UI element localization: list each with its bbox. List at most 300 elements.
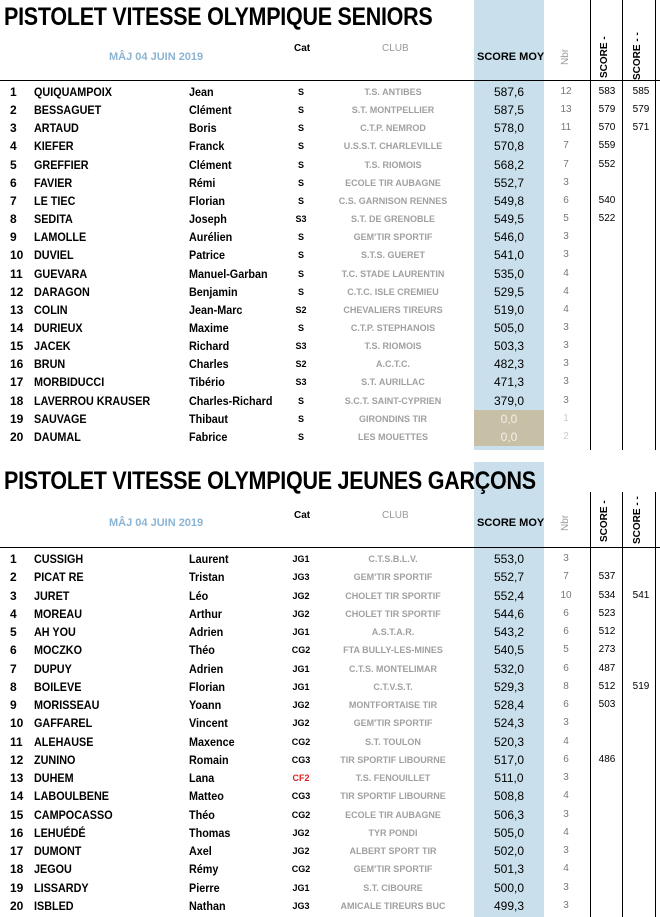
category: S — [297, 431, 304, 442]
first-name: Thibaut — [189, 411, 228, 426]
rank: 13 — [10, 302, 24, 317]
category: JG2 — [292, 718, 310, 729]
category: S — [297, 413, 304, 424]
last-name: CUSSIGH — [34, 552, 84, 566]
score-average: 502,0 — [493, 844, 525, 858]
header-rule — [0, 80, 660, 81]
score-average: 552,4 — [493, 588, 525, 603]
table-row — [0, 246, 660, 264]
match-count: 3 — [563, 845, 569, 856]
category: JG1 — [292, 882, 310, 893]
last-name: DUPUY — [34, 661, 72, 676]
score-average: 524,3 — [493, 716, 525, 731]
club: U.S.S.T. CHARLEVILLE — [343, 141, 443, 152]
club: S.T. DE GRENOBLE — [350, 214, 435, 225]
first-name: Tibério — [189, 375, 225, 390]
score-best: 512 — [598, 680, 616, 692]
club: C.S. GARNISON RENNES — [338, 195, 448, 206]
last-name: DUHEM — [34, 771, 74, 785]
first-name: Jean — [189, 85, 214, 99]
rank: 18 — [10, 862, 24, 877]
club-header: CLUB — [382, 43, 409, 54]
club: C.T.V.S.T. — [373, 681, 413, 692]
table-row — [0, 301, 660, 319]
rank: 9 — [10, 230, 17, 245]
match-count: 5 — [563, 644, 569, 656]
table-row — [0, 678, 660, 696]
rank: 7 — [10, 193, 17, 208]
score-average: 528,4 — [493, 698, 525, 712]
first-name: Aurélien — [189, 230, 233, 245]
first-name: Manuel-Garban — [189, 266, 268, 281]
last-name: LAMOLLE — [34, 230, 87, 245]
last-name: LISSARDY — [34, 880, 89, 895]
rank: 5 — [10, 625, 17, 639]
score2-header: SCORE - - — [632, 496, 643, 544]
category: CG2 — [291, 645, 311, 656]
table-row — [0, 550, 660, 568]
club: ALBERT SPORT TIR — [349, 846, 437, 856]
match-count: 3 — [563, 899, 569, 911]
match-count: 10 — [560, 589, 572, 601]
rank: 4 — [10, 139, 17, 154]
club: TIR SPORTIF LIBOURNE — [340, 754, 446, 765]
score-average: 540,5 — [493, 643, 525, 658]
first-name: Lana — [189, 771, 215, 785]
table-row — [0, 392, 660, 410]
club: GEM'TIR SPORTIF — [353, 718, 433, 729]
match-count: 3 — [563, 881, 569, 893]
first-name: Charles — [189, 357, 229, 372]
table-row — [0, 660, 660, 678]
rank: 7 — [10, 661, 17, 676]
match-count: 12 — [560, 86, 572, 97]
rank: 2 — [10, 570, 17, 585]
header-rule — [0, 547, 660, 548]
first-name: Tristan — [189, 570, 225, 585]
last-name: GAFFAREL — [34, 716, 93, 731]
first-name: Vincent — [189, 716, 228, 731]
rank: 3 — [10, 121, 17, 136]
table-row — [0, 879, 660, 897]
table-row — [0, 897, 660, 915]
table-row — [0, 283, 660, 301]
update-date: MÂJ 04 JUIN 2019 — [109, 51, 204, 63]
score-best: 522 — [598, 213, 616, 225]
category: S — [297, 87, 304, 97]
last-name: BOILEVE — [34, 679, 82, 694]
category: S — [297, 159, 304, 170]
first-name: Florian — [189, 679, 226, 694]
section-title: PISTOLET VITESSE OLYMPIQUE SENIORS — [4, 3, 433, 31]
match-count: 6 — [563, 662, 569, 674]
category: S — [297, 177, 304, 188]
first-name: Théo — [189, 643, 215, 658]
table-row — [0, 428, 660, 446]
last-name: LE TIEC — [34, 193, 76, 208]
first-name: Maxime — [189, 320, 229, 335]
score-average: 529,5 — [493, 284, 525, 299]
category: JG3 — [292, 572, 310, 583]
rank: 17 — [10, 375, 24, 390]
last-name: PICAT RE — [34, 570, 84, 585]
table-row — [0, 355, 660, 373]
score-average: 0,0 — [500, 429, 518, 444]
rank: 17 — [10, 844, 24, 858]
first-name: Axel — [189, 844, 212, 858]
match-count: 7 — [563, 158, 569, 170]
score-second: 571 — [632, 122, 650, 134]
club: TYR PONDI — [368, 827, 418, 838]
match-count: 4 — [563, 735, 569, 747]
table-row — [0, 265, 660, 283]
club-header: CLUB — [382, 510, 409, 521]
category: S — [297, 395, 304, 406]
score-average: 552,7 — [493, 570, 525, 585]
score-average: 508,8 — [493, 789, 525, 804]
rank: 19 — [10, 411, 24, 426]
last-name: BRUN — [34, 357, 66, 372]
score-best: 537 — [598, 571, 616, 583]
first-name: Benjamin — [189, 284, 238, 299]
last-name: ZUNINO — [34, 752, 76, 767]
match-count: 3 — [563, 340, 569, 352]
match-count: 3 — [563, 321, 569, 333]
table-row — [0, 605, 660, 623]
table-row — [0, 228, 660, 246]
club: T.S. FENOUILLET — [355, 773, 431, 783]
last-name: FAVIER — [34, 175, 73, 190]
category: S — [297, 195, 304, 206]
first-name: Florian — [189, 193, 226, 208]
score-average: 549,8 — [493, 193, 525, 208]
table-row — [0, 568, 660, 586]
club: MONTFORTAISE TIR — [348, 700, 438, 710]
table-row — [0, 210, 660, 228]
score-header: SCORE MOY — [477, 517, 545, 529]
match-count: 3 — [563, 249, 569, 261]
first-name: Adrien — [189, 625, 224, 639]
last-name: BESSAGUET — [34, 103, 102, 118]
first-name: Joseph — [189, 212, 227, 227]
last-name: MOCZKO — [34, 643, 82, 658]
last-name: DARAGON — [34, 284, 90, 299]
last-name: COLIN — [34, 302, 68, 317]
first-name: Arthur — [189, 606, 223, 621]
rank: 14 — [10, 320, 24, 335]
score-best: 273 — [598, 644, 616, 656]
category: S3 — [295, 341, 307, 352]
score-best: 559 — [598, 140, 616, 152]
score-average: 482,3 — [493, 357, 525, 372]
score-average: 471,3 — [493, 375, 525, 390]
club: C.T.S.B.L.V. — [368, 554, 418, 564]
club: C.T.C. ISLE CREMIEU — [347, 286, 439, 297]
match-count: 4 — [563, 285, 569, 297]
score-average: 570,8 — [493, 139, 525, 154]
score-average: 529,3 — [493, 679, 525, 694]
first-name: Maxence — [189, 734, 235, 749]
score-average: 0,0 — [500, 411, 518, 426]
rank: 1 — [10, 552, 17, 566]
category: S — [297, 286, 304, 297]
score-average: 587,6 — [493, 85, 525, 99]
table-row — [0, 806, 660, 824]
last-name: KIEFER — [34, 139, 74, 154]
last-name: LABOULBENE — [34, 789, 110, 804]
club: T.S. ANTIBES — [364, 87, 422, 97]
category: S3 — [295, 214, 307, 225]
match-count: 7 — [563, 140, 569, 152]
first-name: Adrien — [189, 661, 224, 676]
score-average: 543,2 — [493, 625, 525, 639]
score-best: 552 — [598, 158, 616, 170]
rank: 14 — [10, 789, 24, 804]
club: C.T.P. NEMROD — [360, 123, 426, 134]
match-count: 3 — [563, 376, 569, 388]
first-name: Clément — [189, 103, 232, 118]
rank: 6 — [10, 643, 17, 658]
score-best: 583 — [598, 86, 616, 97]
score1-header: SCORE - — [599, 36, 610, 78]
club: GEM'TIR SPORTIF — [353, 232, 433, 243]
match-count: 6 — [563, 194, 569, 206]
last-name: LAVERROU KRAUSER — [34, 393, 151, 408]
score-average: 553,0 — [493, 552, 525, 566]
club: CHEVALIERS TIREURS — [343, 304, 443, 315]
club: ECOLE TIR AUBAGNE — [345, 809, 441, 820]
rank: 18 — [10, 393, 24, 408]
match-count: 4 — [563, 790, 569, 802]
match-count: 6 — [563, 753, 569, 765]
category: JG2 — [292, 590, 310, 601]
first-name: Richard — [189, 339, 230, 354]
rank: 11 — [10, 266, 23, 281]
first-name: Rémy — [189, 862, 219, 877]
club: S.C.T. SAINT-CYPRIEN — [344, 395, 442, 406]
rank: 3 — [10, 588, 17, 603]
category: S3 — [295, 377, 307, 388]
score-average: 587,5 — [493, 103, 525, 118]
table-row — [0, 192, 660, 210]
score-average: 532,0 — [493, 661, 525, 676]
table-row — [0, 751, 660, 769]
match-count: 3 — [563, 808, 569, 820]
category: JG2 — [292, 846, 310, 856]
score2-header: SCORE - - — [632, 32, 643, 80]
category: CF2 — [292, 773, 310, 783]
rank: 1 — [10, 85, 17, 99]
category: JG3 — [292, 900, 310, 911]
category: S2 — [295, 304, 307, 315]
first-name: Yoann — [189, 698, 222, 712]
category: CG3 — [291, 791, 311, 802]
rank: 8 — [10, 679, 17, 694]
table-row — [0, 156, 660, 174]
score-average: 500,0 — [493, 880, 525, 895]
rank: 11 — [10, 734, 23, 749]
table-row — [0, 410, 660, 428]
table-row — [0, 733, 660, 751]
score-best: 512 — [598, 626, 616, 637]
score-best: 503 — [598, 699, 616, 710]
last-name: DUVIEL — [34, 248, 74, 263]
score-header: SCORE MOY — [477, 51, 545, 63]
table-row — [0, 769, 660, 787]
score-average: 499,3 — [493, 898, 525, 913]
rank: 12 — [10, 752, 24, 767]
table-row — [0, 842, 660, 860]
last-name: MOREAU — [34, 606, 83, 621]
match-count: 1 — [563, 412, 569, 424]
last-name: CAMPOCASSO — [34, 807, 113, 822]
match-count: 8 — [563, 680, 569, 692]
score-second: 579 — [632, 104, 650, 116]
score-average: 578,0 — [493, 121, 525, 136]
last-name: MORISSEAU — [34, 698, 100, 712]
category: JG2 — [292, 608, 310, 619]
club: T.S. RIOMOIS — [364, 159, 422, 170]
category: JG2 — [292, 700, 310, 710]
table-row — [0, 337, 660, 355]
match-count: 3 — [563, 358, 569, 370]
score-average: 505,0 — [493, 825, 525, 840]
category: S — [297, 141, 304, 152]
match-count: 6 — [563, 699, 569, 710]
table-row — [0, 860, 660, 878]
score-average: 546,0 — [493, 230, 525, 245]
table-row — [0, 787, 660, 805]
table-row — [0, 373, 660, 391]
club: S.T. MONTPELLIER — [351, 105, 435, 116]
match-count: 13 — [560, 104, 572, 116]
club: C.T.P. STEPHANOIS — [350, 322, 436, 333]
category: CG3 — [291, 754, 311, 765]
score-best: 540 — [598, 194, 616, 206]
last-name: DAUMAL — [34, 429, 81, 444]
club: ECOLE TIR AUBAGNE — [345, 177, 441, 188]
rank: 12 — [10, 284, 24, 299]
table-row — [0, 119, 660, 137]
rank: 4 — [10, 606, 17, 621]
rank: 5 — [10, 157, 17, 172]
score-second: 585 — [632, 86, 650, 97]
match-count: 4 — [563, 826, 569, 838]
jeunes-section — [0, 462, 660, 917]
match-count: 3 — [563, 553, 569, 564]
match-count: 4 — [563, 267, 569, 279]
last-name: JACEK — [34, 339, 71, 354]
first-name: Théo — [189, 807, 215, 822]
score1-header: SCORE - — [599, 500, 610, 542]
first-name: Charles-Richard — [189, 393, 273, 408]
rank: 6 — [10, 175, 17, 190]
club: T.S. RIOMOIS — [364, 341, 422, 352]
match-count: 5 — [563, 213, 569, 225]
club: A.S.T.A.R. — [371, 627, 415, 637]
club: FTA BULLY-LES-MINES — [343, 645, 443, 656]
last-name: ARTAUD — [34, 121, 79, 136]
category: S — [297, 123, 304, 134]
score-average: 519,0 — [493, 302, 525, 317]
category: CG2 — [291, 736, 311, 747]
table-row — [0, 623, 660, 641]
first-name: Laurent — [189, 552, 229, 566]
match-count: 3 — [563, 176, 569, 188]
category: JG1 — [292, 663, 310, 674]
table-row — [0, 696, 660, 714]
first-name: Pierre — [189, 880, 220, 895]
first-name: Fabrice — [189, 429, 228, 444]
score-average: 544,6 — [493, 606, 525, 621]
nbr-header: Nbr — [560, 48, 571, 65]
last-name: ALEHAUSE — [34, 734, 94, 749]
last-name: MORBIDUCCI — [34, 375, 105, 390]
category: JG2 — [292, 827, 310, 838]
score-best: 487 — [598, 662, 616, 674]
first-name: Romain — [189, 752, 229, 767]
match-count: 4 — [563, 863, 569, 875]
score-average: 549,5 — [493, 212, 525, 227]
table-row — [0, 137, 660, 155]
category: CG2 — [291, 864, 311, 875]
score-average: 541,0 — [493, 248, 525, 263]
first-name: Franck — [189, 139, 225, 154]
rank: 10 — [10, 716, 24, 731]
table-row — [0, 824, 660, 842]
rank: 9 — [10, 698, 17, 712]
update-date: MÂJ 04 JUIN 2019 — [109, 517, 204, 529]
rank: 15 — [10, 807, 24, 822]
last-name: JEGOU — [34, 862, 72, 877]
match-count: 3 — [563, 394, 569, 406]
last-name: LEHUÉDÉ — [34, 825, 86, 840]
rank: 13 — [10, 771, 24, 785]
last-name: JURET — [34, 588, 70, 603]
rank: 16 — [10, 825, 24, 840]
score-best: 486 — [598, 753, 616, 765]
section-title: PISTOLET VITESSE OLYMPIQUE JEUNES GARÇONS — [4, 467, 536, 495]
score-best: 534 — [598, 589, 616, 601]
club: S.T. TOULON — [365, 736, 421, 747]
table-row — [0, 319, 660, 337]
rank: 10 — [10, 248, 24, 263]
last-name: QUIQUAMPOIX — [34, 85, 113, 99]
category: S — [297, 268, 304, 279]
club: C.T.S. MONTELIMAR — [349, 663, 437, 674]
score-average: 505,0 — [493, 320, 525, 335]
first-name: Rémi — [189, 175, 216, 190]
first-name: Matteo — [189, 789, 224, 804]
cat-header: Cat — [294, 43, 311, 54]
table-row — [0, 101, 660, 119]
last-name: SAUVAGE — [34, 411, 87, 426]
club: TIR SPORTIF LIBOURNE — [340, 791, 446, 802]
score-best: 523 — [598, 607, 616, 619]
category: S — [297, 250, 304, 261]
last-name: DUMONT — [34, 844, 82, 858]
club: S.T. AURILLAC — [361, 377, 425, 388]
table-row — [0, 174, 660, 192]
category: JG1 — [292, 627, 310, 637]
score-average: 517,0 — [493, 752, 525, 767]
table-row — [0, 83, 660, 101]
match-count: 7 — [563, 571, 569, 583]
score-second: 519 — [632, 680, 650, 692]
first-name: Jean-Marc — [189, 302, 243, 317]
match-count: 6 — [563, 626, 569, 637]
score-average: 503,3 — [493, 339, 525, 354]
